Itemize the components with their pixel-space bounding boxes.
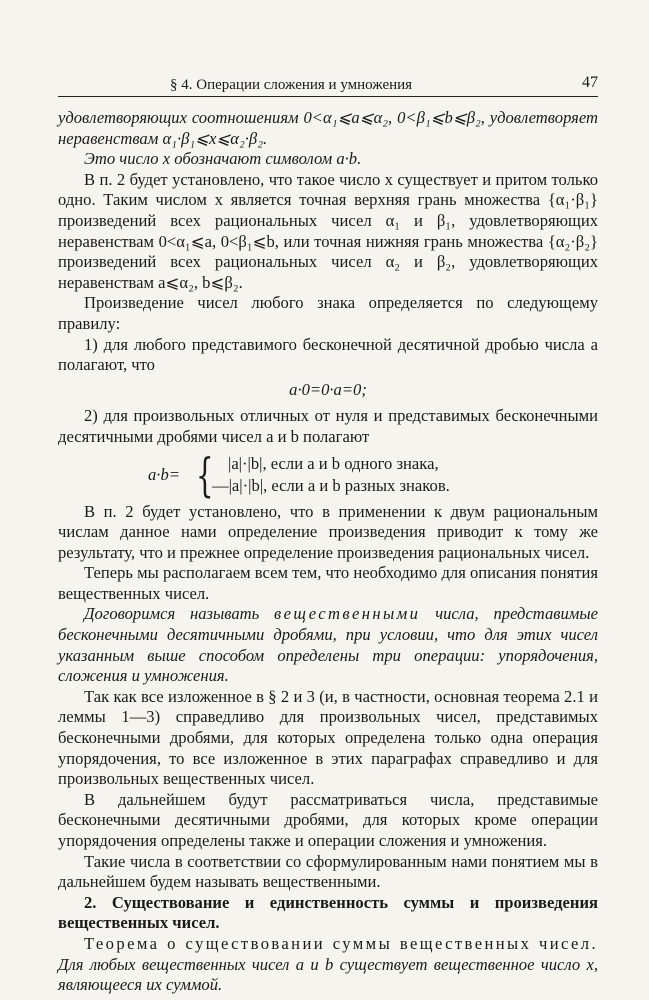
paragraph-11: В дальнейшем будут рассматриваться числа, представимые бесконечными десятичными дробями, для которых кроме операции упорядочения определены также и операции сложения и умножения. [58, 789, 598, 850]
definition-lead: Договоримся называть [84, 604, 274, 624]
paragraph-12: Такие числа в соответствии со сформулированным нами понятием мы в дальнейшем будем называть вещественными. [58, 851, 598, 892]
paragraph-10: Так как все изложенное в § 2 и 3 (и, в частности, основная теорема 2.1 и леммы 1—3) справедливо для произвольных чисел, представимых бесконечными дробями, для которых определена только одна операция упорядочения, то все изложенное в этих параграфах справедливо и для произвольных вещественных чисел. [58, 686, 598, 789]
page-body [58, 108, 598, 996]
running-head [58, 72, 598, 97]
formula-case-different-sign: —|a|·|b|, если a и b разных знаков. [212, 475, 450, 495]
paragraph-4: Произведение чисел любого знака определяется по следующему правилу: [58, 293, 598, 333]
curly-brace-icon: { [196, 447, 214, 502]
formula-zero-product: a·0=0·a=0; [289, 379, 367, 399]
paragraph-3: В п. 2 будет установлено, что такое число x существует и притом только одно. Таким числом x является точная верхняя грань множества {α₁·β₁} произведений всех рациональных чисел α₁ и β₁, удовлетворяющих неравенствам 0<α₁⩽a, 0<β₁⩽b, или точная нижняя грань множества {α₂·β₂} произведений всех рациональных чисел α₂ и β₂, удовлетворяющих неравенствам a⩽α₂, b⩽β₂. [58, 169, 598, 292]
paragraph-8: Теперь мы располагаем всем тем, что необходимо для описания понятия вещественных чисел. [58, 563, 598, 603]
subsection-heading: 2. Существование и единственность суммы и произведения вещественных чисел. [58, 892, 598, 933]
theorem-title: Теорема о существовании суммы вещественных чисел. [84, 933, 598, 953]
paragraph-1: удовлетворяющих соотношениям 0<α₁⩽a⩽α₂, 0<β₁⩽b⩽β₂, удовлетворяет неравенствам α₁·β₁⩽x⩽α₂·β₂. [58, 108, 598, 148]
page-number: 47 [582, 74, 598, 91]
definition-term: вещественными [274, 604, 421, 624]
theorem-statement [58, 934, 598, 996]
paragraph-7: В п. 2 будет установлено, что в применении к двум рациональным числам данное нами определение произведения приводит к тому же результату, что и прежнее определение произведения рациональных чисел. [58, 501, 598, 562]
paragraph-2: Это число x обозначают символом a·b. [84, 149, 362, 169]
formula-product-definition [58, 447, 598, 502]
paragraph-6: 2) для произвольных отличных от нуля и представимых бесконечными десятичными дробями чисел a и b полагают [58, 406, 598, 446]
theorem-text: Для любых вещественных чисел a и b существует вещественное число x, являющееся их суммой. [58, 954, 598, 995]
formula-lhs: a·b= [148, 464, 180, 484]
section-title: § 4. Операции сложения и умножения [170, 77, 413, 93]
paragraph-5: 1) для любого представимого бесконечной десятичной дробью числа a полагают, что [58, 334, 598, 375]
definition-rest: числа, представимые бесконечными десятичными дробями, при условии, что для этих чисел указанным выше способом определены три операции: упорядочения, сложения и умножения. [58, 604, 598, 686]
paragraph-9-definition [58, 604, 598, 686]
formula-case-same-sign: |a|·|b|, если a и b одного знака, [228, 453, 439, 473]
